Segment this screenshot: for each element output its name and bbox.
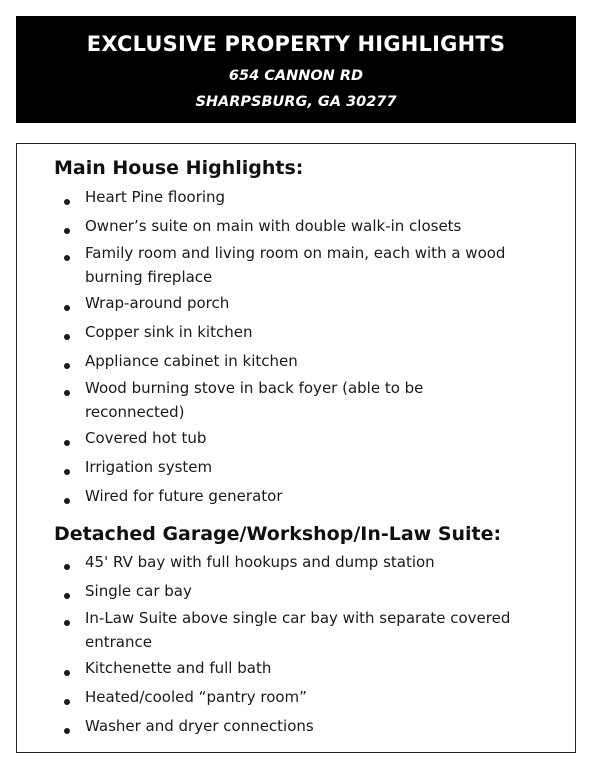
bullet <box>64 564 70 570</box>
list-item: Family room and living room on main, each with a wood burning fireplace <box>85 244 506 286</box>
list-item: Irrigation system <box>85 458 213 476</box>
bullet <box>64 363 70 369</box>
bullet <box>64 305 70 311</box>
bullet <box>64 498 70 504</box>
bullet <box>64 593 70 599</box>
list-item: Washer and dryer connections <box>85 717 314 735</box>
page-title: EXCLUSIVE PROPERTY HIGHLIGHTS <box>86 32 506 56</box>
list-item: Single car bay <box>85 582 192 600</box>
bullet <box>64 228 70 234</box>
list-item: Kitchenette and full bath <box>85 659 272 677</box>
bullet <box>64 469 70 475</box>
bullet <box>64 390 70 396</box>
address-city: SHARPSBURG, GA 30277 <box>195 94 397 110</box>
list-item: Wood burning stove in back foyer (able to be reconnected) <box>85 379 424 421</box>
highlights-panel <box>16 143 576 753</box>
main-house-heading: Main House Highlights: <box>54 157 304 179</box>
bullet <box>64 620 70 626</box>
bullet <box>64 440 70 446</box>
bullet <box>64 699 70 705</box>
list-item: Wired for future generator <box>85 487 283 505</box>
list-item: 45' RV bay with full hookups and dump station <box>85 553 435 571</box>
list-item: Heated/cooled “pantry room” <box>85 688 307 706</box>
address-street: 654 CANNON RD <box>228 68 364 84</box>
list-item: Copper sink in kitchen <box>85 323 253 341</box>
bullet <box>64 334 70 340</box>
bullet <box>64 728 70 734</box>
list-item: Heart Pine flooring <box>85 188 226 206</box>
header-banner <box>16 16 576 123</box>
list-item: In-Law Suite above single car bay with separate covered entrance <box>85 609 511 651</box>
list-item: Wrap-around porch <box>85 294 230 312</box>
list-item: Appliance cabinet in kitchen <box>85 352 298 370</box>
list-item: Covered hot tub <box>85 429 207 447</box>
garage-heading: Detached Garage/Workshop/In-Law Suite: <box>54 523 502 545</box>
bullet <box>64 199 70 205</box>
bullet <box>64 670 70 676</box>
bullet <box>64 255 70 261</box>
list-item: Owner’s suite on main with double walk-in closets <box>85 217 462 235</box>
